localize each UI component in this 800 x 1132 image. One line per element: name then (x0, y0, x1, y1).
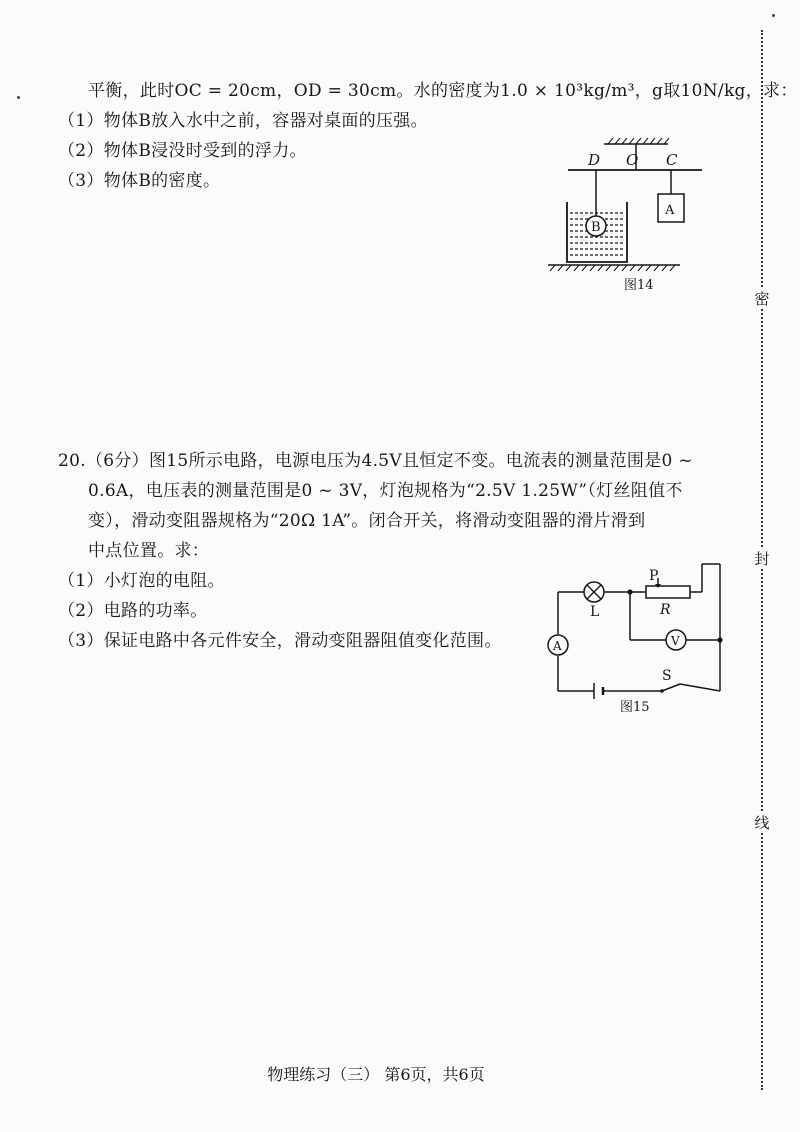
ammeter-label: A (553, 639, 562, 653)
seal-line (752, 0, 772, 1132)
q20-line: 变），滑动变阻器规格为“20Ω 1A”。闭合开关，将滑动变阻器的滑片滑到 (88, 511, 646, 531)
q20-line: 20.（6分）图15所示电路，电源电压为4.5V且恒定不变。电流表的测量范围是0 ~ (58, 451, 693, 471)
q20-sub-question: （3）保证电路中各元件安全，滑动变阻器阻值变化范围。 (58, 631, 502, 651)
q19-sub-question: （2）物体B浸没时受到的浮力。 (58, 141, 307, 161)
seal-char-mi: 密 (752, 288, 772, 309)
figure-15-circuit-diagram (540, 560, 735, 720)
q19-line: 平衡，此时OC = 20cm，OD = 30cm。水的密度为1.0 × 10³kg/m³，g取10N/kg，求： (88, 81, 798, 101)
rheostat-R (646, 586, 690, 598)
seal-char-xian: 线 (752, 812, 772, 833)
figure-14-caption: 图14 (624, 278, 654, 293)
page-footer: 物理练习（三） 第6页，共6页 (267, 1065, 485, 1084)
label-B: B (591, 220, 601, 235)
figure-15-caption: 图15 (620, 700, 650, 715)
figure-14-lever-diagram (540, 134, 710, 294)
q19-sub-question: （1）物体B放入水中之前，容器对桌面的压强。 (58, 111, 428, 131)
q20-sub-question: （1）小灯泡的电阻。 (58, 571, 225, 591)
seal-char-feng: 封 (752, 548, 772, 569)
label-P: P (649, 568, 659, 584)
label-L: L (590, 604, 600, 620)
label-O: O (626, 151, 639, 169)
voltmeter-label: V (671, 634, 680, 648)
label-S: S (662, 668, 672, 684)
label-R: R (660, 602, 671, 618)
q20-sub-question: （2）电路的功率。 (58, 601, 208, 621)
stray-mark (772, 14, 775, 17)
q20-line: 中点位置。求： (88, 541, 210, 561)
label-D: D (588, 151, 601, 169)
label-A: A (665, 203, 675, 218)
q20-line: 0.6A，电压表的测量范围是0 ~ 3V，灯泡规格为“2.5V 1.25W”（灯丝阻值不 (88, 481, 683, 501)
label-C: C (666, 151, 678, 169)
switch-S (662, 684, 680, 691)
stray-mark (17, 96, 20, 99)
q19-sub-question: （3）物体B的密度。 (58, 171, 221, 191)
